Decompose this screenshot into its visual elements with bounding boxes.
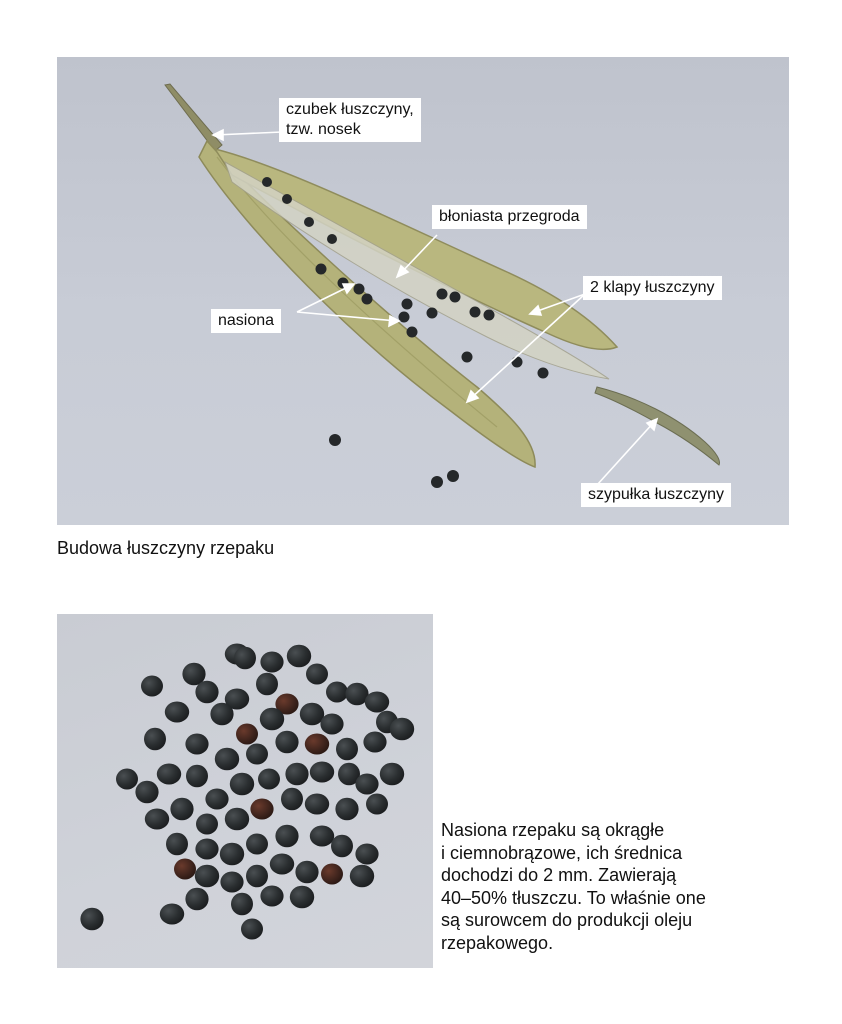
seed [165, 702, 189, 723]
description-line: rzepakowego. [441, 932, 554, 953]
seed [160, 904, 184, 925]
description-line: są surowcem do produkcji oleju [441, 910, 693, 930]
seed [363, 732, 386, 753]
seed [215, 748, 239, 771]
seed [144, 728, 166, 751]
seed [390, 718, 414, 741]
label-tip [279, 98, 421, 142]
seed [195, 865, 219, 888]
label-valves: 2 klapy łuszczyny [583, 276, 722, 300]
seed [196, 814, 218, 835]
seed [305, 734, 329, 755]
seed [141, 676, 163, 697]
label-tip-line1: czubek łuszczyny, [286, 101, 414, 118]
seed [300, 703, 324, 726]
seed [285, 763, 308, 786]
seed [270, 854, 294, 875]
seed [135, 781, 158, 804]
seed [350, 865, 374, 888]
seed [260, 652, 283, 673]
pod-beak [165, 84, 222, 151]
pod-stalk [595, 387, 719, 465]
description-line: dochodzi do 2 mm. Zawierają [441, 865, 677, 885]
seed [80, 908, 103, 931]
seed [380, 763, 404, 786]
seed [195, 839, 218, 860]
seed [246, 744, 268, 765]
seed [116, 769, 138, 790]
seed [195, 681, 218, 704]
seed [185, 888, 208, 911]
seed [366, 794, 388, 815]
seed [241, 919, 263, 940]
seed [220, 872, 243, 893]
seed [186, 765, 208, 788]
seed [321, 864, 343, 885]
seed [310, 826, 334, 847]
seed [260, 708, 284, 731]
seed [256, 673, 278, 696]
seed [326, 682, 348, 703]
seed [260, 886, 283, 907]
seed [310, 762, 334, 783]
seed [225, 808, 249, 831]
seed [234, 647, 256, 670]
label-membrane: błoniasta przegroda [432, 205, 587, 229]
seed [295, 861, 318, 884]
seed [290, 886, 314, 909]
seed [205, 789, 228, 810]
label-tip-line2: tzw. nosek [286, 121, 361, 138]
seed [336, 738, 358, 761]
seed [365, 692, 389, 713]
seed [157, 764, 181, 785]
seed [166, 833, 188, 856]
seed [236, 724, 258, 745]
seed [170, 798, 193, 821]
seeds-photo [57, 614, 433, 968]
seed [231, 893, 253, 916]
seed [210, 703, 233, 726]
seeds-description [441, 819, 836, 954]
seed [230, 773, 254, 796]
seed [355, 774, 378, 795]
seed [306, 664, 328, 685]
seed-pile [80, 644, 414, 940]
seed [185, 734, 208, 755]
label-seeds: nasiona [211, 309, 281, 333]
seed [220, 843, 244, 866]
description-line: Nasiona rzepaku są okrągłe [441, 820, 665, 840]
seed [305, 794, 329, 815]
seed [335, 798, 358, 821]
seed [174, 859, 196, 880]
seed [355, 844, 378, 865]
description-line: i ciemnobrązowe, ich średnica [441, 842, 683, 863]
figure-caption: Budowa łuszczyny rzepaku [57, 538, 275, 558]
seed [246, 834, 268, 855]
seed [287, 645, 311, 668]
seed [275, 731, 298, 754]
seed [331, 835, 353, 858]
seed [320, 714, 343, 735]
seed [258, 769, 280, 790]
label-stalk: szypułka łuszczyny [581, 483, 731, 507]
seed [145, 809, 169, 830]
silique-photo [57, 57, 789, 525]
seed [246, 865, 268, 888]
seed [275, 825, 298, 848]
seed [281, 788, 303, 811]
description-line: 40–50% tłuszczu. To właśnie one [441, 887, 706, 908]
seed [250, 799, 273, 820]
seeds-drawing [57, 614, 433, 968]
